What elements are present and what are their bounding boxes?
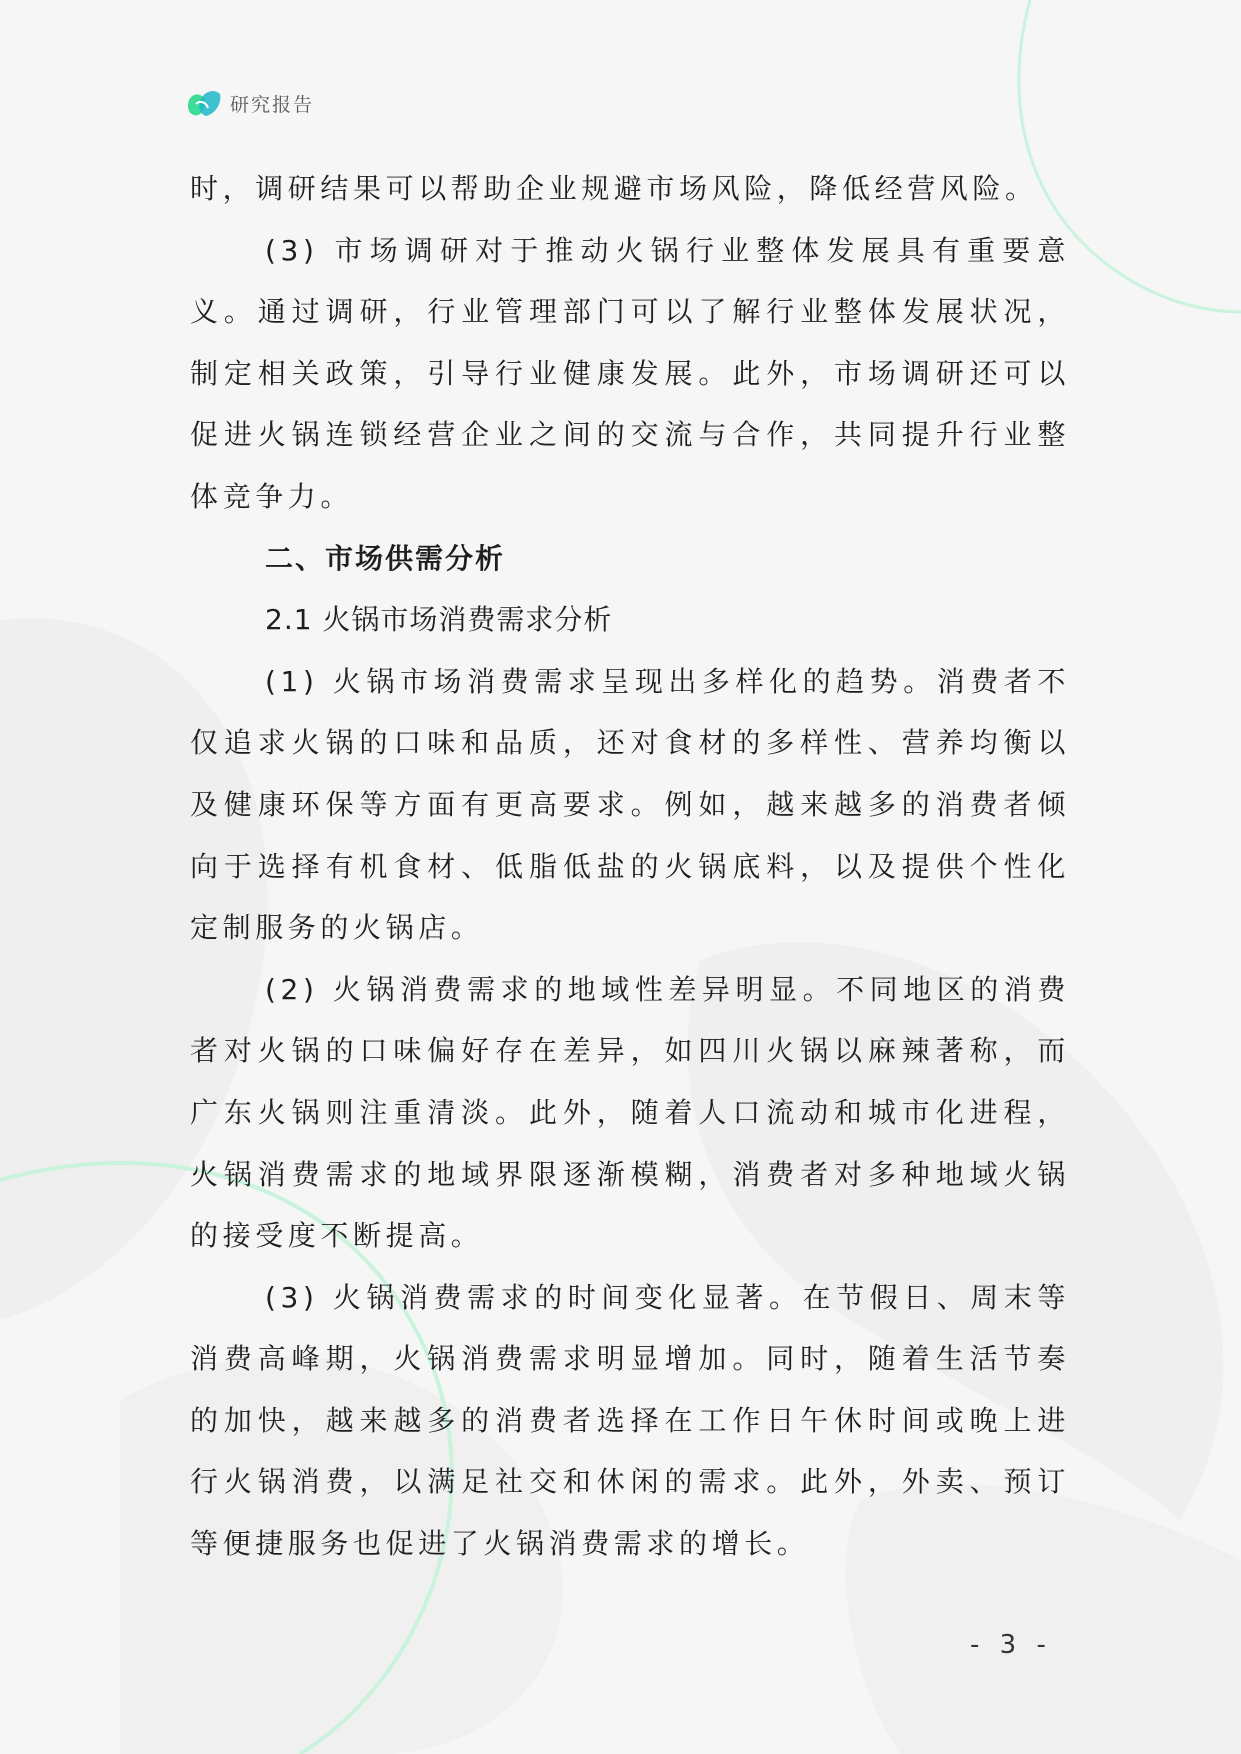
paragraph-demand-2: (2) 火锅消费需求的地域性差异明显。不同地区的消费者对火锅的口味偏好存在差异，如四川火锅以麻辣著称，而广东火锅则注重清淡。此外，随着人口流动和城市化进程，火锅消费需求的地域界限逐渐模糊，消费者对多种地域火锅的接受度不断提高。	[190, 972, 1070, 1253]
leaf-logo-icon	[186, 88, 222, 118]
paragraph-demand-3: (3) 火锅消费需求的时间变化显著。在节假日、周末等消费高峰期，火锅消费需求明显增加。同时，随着生活节奏的加快，越来越多的消费者选择在工作日午休时间或晚上进行火锅消费，以满足社交和休闲的需求。此外，外卖、预订等便捷服务也促进了火锅消费需求的增长。	[190, 1280, 1070, 1561]
document-body	[190, 158, 1070, 1575]
paragraph-demand-1: (1) 火锅市场消费需求呈现出多样化的趋势。消费者不仅追求火锅的口味和品质，还对食材的多样性、营养均衡以及健康环保等方面有更高要求。例如，越来越多的消费者倾向于选择有机食材、低脂低盐的火锅底料，以及提供个性化定制服务的火锅店。	[190, 664, 1070, 945]
paragraph-market-research-3: (3) 市场调研对于推动火锅行业整体发展具有重要意义。通过调研，行业管理部门可以了解行业整体发展状况，制定相关政策，引导行业健康发展。此外，市场调研还可以促进火锅连锁经营企业之间的交流与合作，共同提升行业整体竞争力。	[190, 233, 1070, 513]
page-number: - 3 -	[970, 1630, 1052, 1660]
report-header	[186, 88, 314, 118]
section-heading: 二、市场供需分析	[265, 541, 506, 575]
subsection-heading: 2.1 火锅市场消费需求分析	[265, 603, 613, 637]
report-title: 研究报告	[230, 93, 315, 116]
paragraph-continuation: 时，调研结果可以帮助企业规避市场风险，降低经营风险。	[190, 172, 1038, 205]
